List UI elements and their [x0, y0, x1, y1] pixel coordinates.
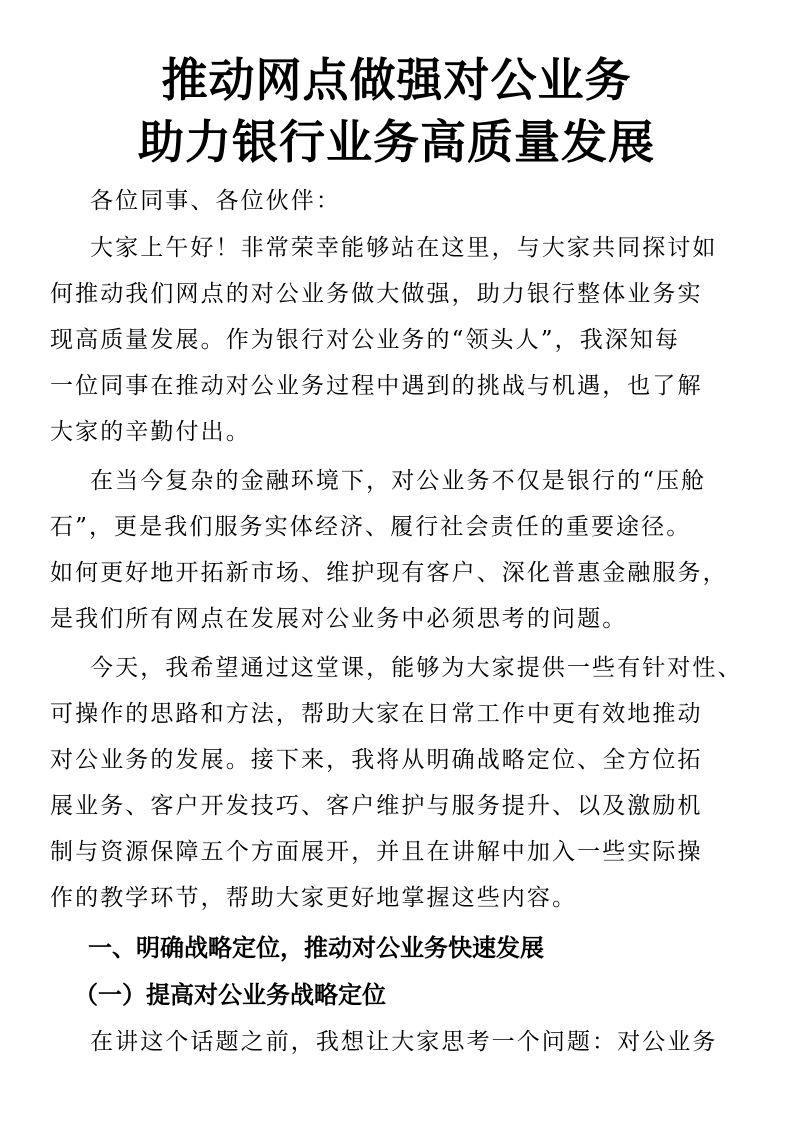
paragraph-1 — [50, 225, 746, 455]
greeting: 各位同事、各位伙伴： — [90, 188, 341, 214]
paragraph-line: 展业务、客户开发技巧、客户维护与服务提升、以及激励机 — [50, 793, 703, 819]
paragraph-line: 现高质量发展。作为银行对公业务的“领头人”，我深知每 — [50, 327, 681, 353]
paragraph-line: 可操作的思路和方法，帮助大家在日常工作中更有效地推动 — [50, 701, 703, 727]
section-heading-1: 一、明确战略定位，推动对公业务快速发展 — [88, 934, 544, 962]
paragraph-2 — [50, 458, 746, 642]
paragraph-line: 石”，更是我们服务实体经济、履行社会责任的重要途径。 — [50, 514, 692, 540]
subsection-heading-1: （一）提高对公业务战略定位 — [74, 981, 386, 1009]
document-title-line-1: 推动网点做强对公业务 — [161, 53, 632, 107]
paragraph-line: 在当今复杂的金融环境下，对公业务不仅是银行的“压舱 — [90, 468, 707, 494]
paragraph-line: 对公业务的发展。接下来，我将从明确战略定位、全方位拓 — [50, 747, 703, 773]
paragraph-line: 作的教学环节，帮助大家更好地掌握这些内容。 — [50, 885, 578, 911]
greeting-paragraph — [50, 178, 746, 224]
paragraph-line: 大家上午好！非常荣幸能够站在这里，与大家共同探讨如 — [90, 235, 718, 261]
paragraph-line: 一位同事在推动对公业务过程中遇到的挑战与机遇，也了解 — [50, 373, 703, 399]
paragraph-3 — [50, 645, 746, 921]
document-title-line-2: 助力银行业务高质量发展 — [138, 115, 655, 169]
paragraph-line: 大家的辛勤付出。 — [50, 419, 251, 445]
paragraph-line: 在讲这个话题之前，我想让大家思考一个问题：对公业务 — [90, 1029, 718, 1055]
paragraph-line: 是我们所有网点在发展对公业务中必须思考的问题。 — [50, 606, 628, 632]
paragraph-line: 制与资源保障五个方面展开，并且在讲解中加入一些实际操 — [50, 839, 703, 865]
paragraph-4 — [50, 1019, 746, 1065]
paragraph-line: 如何更好地开拓新市场、维护现有客户、深化普惠金融服务， — [50, 560, 728, 586]
paragraph-line: 今天，我希望通过这堂课，能够为大家提供一些有针对性、 — [90, 655, 743, 681]
paragraph-line: 何推动我们网点的对公业务做大做强，助力银行整体业务实 — [50, 281, 703, 307]
